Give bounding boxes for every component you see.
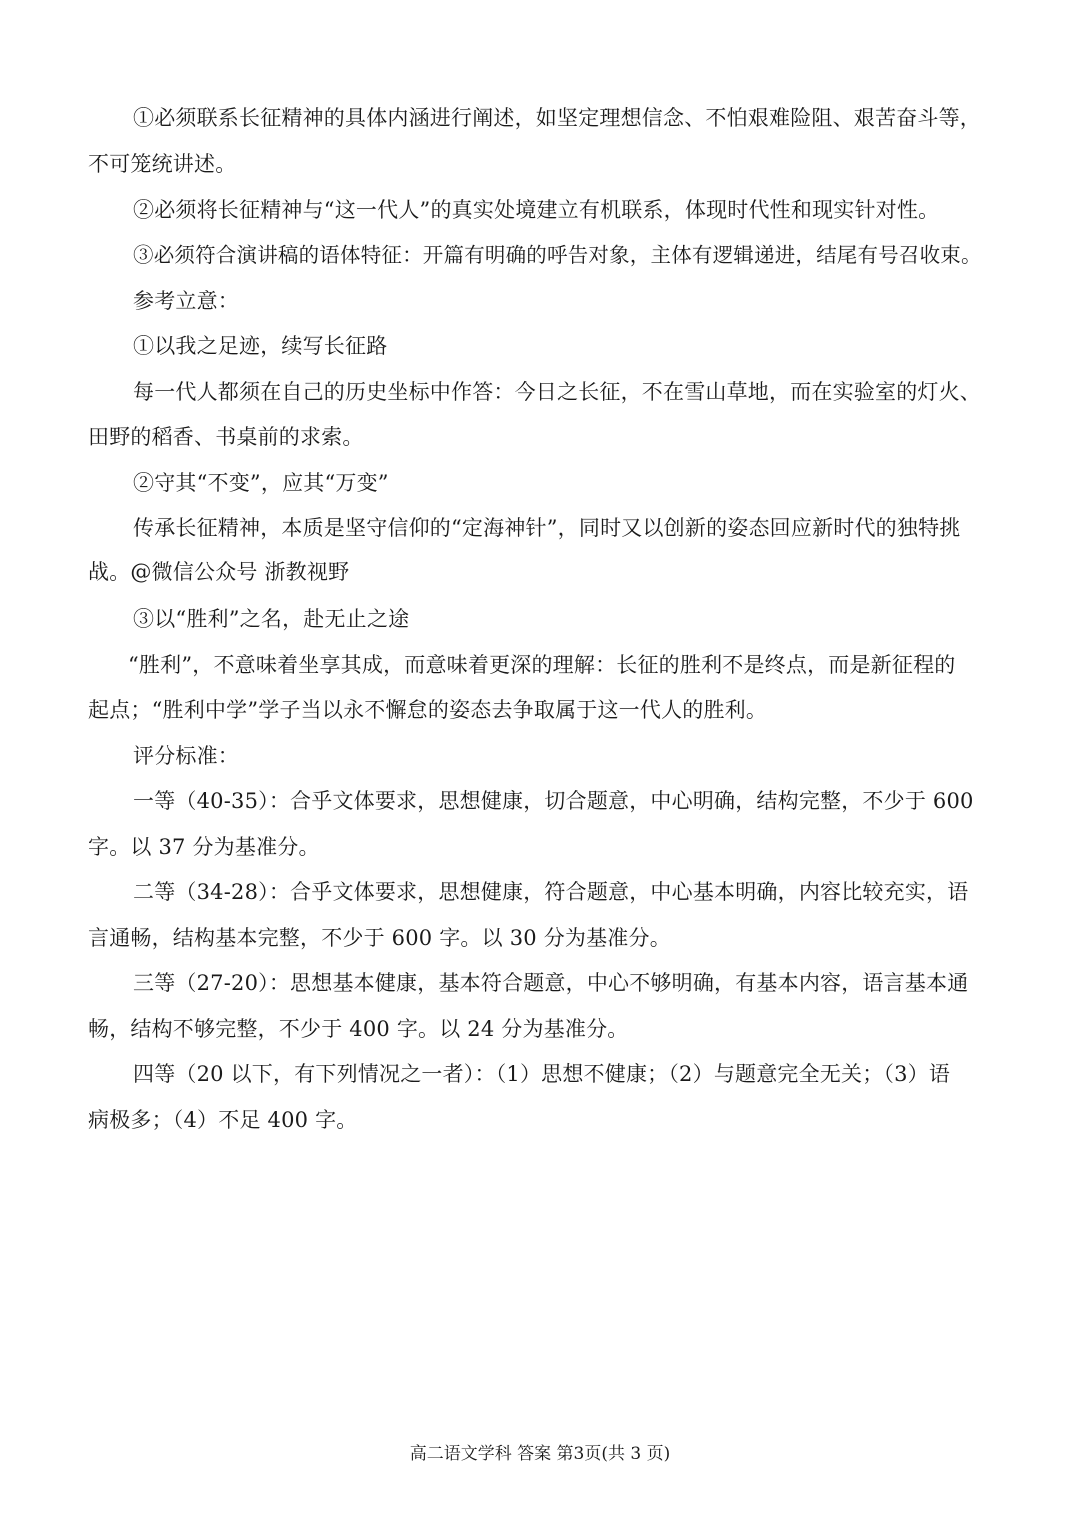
- idea-1-title: ①以我之足迹，续写长征路: [133, 334, 388, 358]
- grade-2-line-1: 二等（34-28）：合乎文体要求，思想健康，符合题意，中心基本明确，内容比较充实，语: [133, 880, 969, 904]
- idea-3-title: ③以“胜利”之名，赴无止之途: [133, 607, 410, 631]
- requirement-1-line-1: ①必须联系长征精神的具体内涵进行阐述，如坚定理想信念、不怕艰难险阻、艰苦奋斗等，: [133, 106, 981, 130]
- grade-2-line-2: 言通畅，结构基本完整，不少于 600 字。以 30 分为基准分。: [88, 926, 671, 950]
- grade-1-line-1: 一等（40-35）：合乎文体要求，思想健康，切合题意，中心明确，结构完整，不少于 600: [133, 789, 974, 813]
- idea-2-title: ②守其“不变”，应其“万变”: [133, 471, 389, 495]
- idea-3-line-2: 起点；“胜利中学”学子当以永不懈怠的姿态去争取属于这一代人的胜利。: [88, 698, 768, 722]
- idea-3-line-1: “胜利”，不意味着坐享其成，而意味着更深的理解：长征的胜利不是终点，而是新征程的: [128, 653, 956, 677]
- requirement-3: ③必须符合演讲稿的语体特征：开篇有明确的呼告对象，主体有逻辑递进，结尾有号召收束。: [133, 243, 982, 267]
- idea-2-line-2: 战。@微信公众号 浙教视野: [88, 560, 350, 584]
- idea-1-line-2: 田野的稻香、书桌前的求索。: [88, 425, 364, 449]
- grade-3-line-2: 畅，结构不够完整，不少于 400 字。以 24 分为基准分。: [88, 1017, 629, 1041]
- grade-3-line-1: 三等（27-20）：思想基本健康，基本符合题意，中心不够明确，有基本内容，语言基本通: [133, 971, 969, 995]
- reference-heading: 参考立意：: [133, 289, 239, 313]
- requirement-1-line-2: 不可笼统讲述。: [88, 152, 237, 176]
- idea-2-line-1: 传承长征精神，本质是坚守信仰的“定海神针”，同时又以创新的姿态回应新时代的独特挑: [133, 516, 961, 540]
- page-footer: 高二语文学科 答案 第3页(共 3 页): [409, 1444, 671, 1464]
- idea-1-line-1: 每一代人都须在自己的历史坐标中作答：今日之长征，不在雪山草地，而在实验室的灯火、: [133, 380, 981, 404]
- grade-4-line-1: 四等（20 以下，有下列情况之一者）：（1）思想不健康；（2）与题意完全无关；（3）语: [133, 1062, 951, 1086]
- scoring-heading: 评分标准：: [133, 744, 239, 768]
- grade-4-line-2: 病极多；（4）不足 400 字。: [88, 1108, 358, 1132]
- grade-1-line-2: 字。以 37 分为基准分。: [88, 835, 320, 859]
- requirement-2: ②必须将长征精神与“这一代人”的真实处境建立有机联系，体现时代性和现实针对性。: [133, 198, 940, 222]
